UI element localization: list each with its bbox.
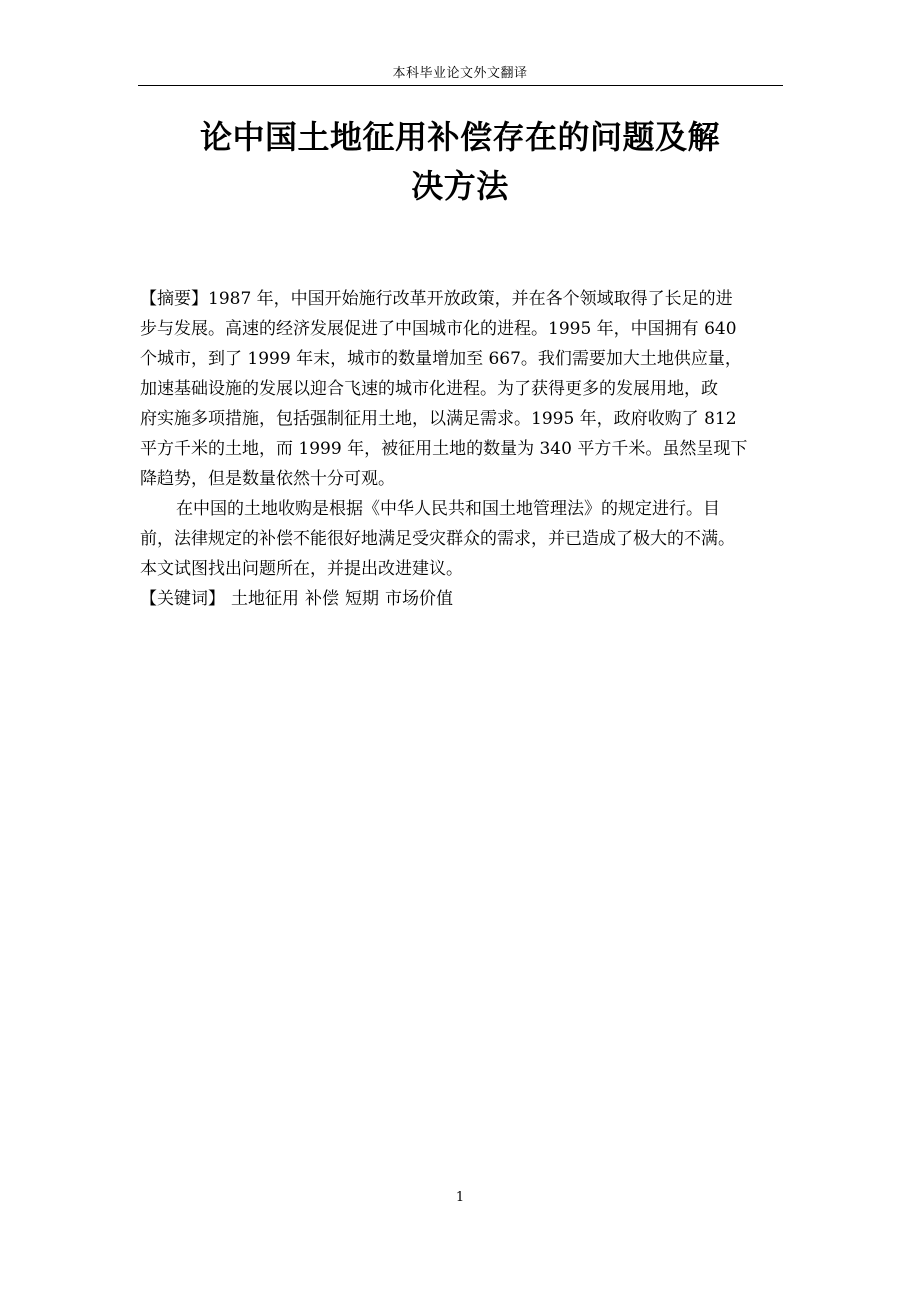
keyword-item: 土地征用 <box>231 589 299 609</box>
keyword-item: 市场价值 <box>385 589 453 609</box>
body-line: 前，法律规定的补偿不能很好地满足受灾群众的需求，并已造成了极大的不满。 <box>140 529 735 549</box>
abstract-paragraph <box>140 284 780 494</box>
keywords-label: 【关键词】 <box>140 589 225 609</box>
abstract-line: 府实施多项措施，包括强制征用土地，以满足需求。1995 年，政府收购了 812 <box>140 409 737 429</box>
abstract-line: 平方千米的土地，而 1999 年，被征用土地的数量为 340 平方千米。虽然呈现下 <box>140 439 748 459</box>
page-number: 1 <box>455 1190 465 1205</box>
abstract-line: 个城市，到了 1999 年末，城市的数量增加至 667。我们需要加大土地供应量， <box>140 349 742 369</box>
keyword-item: 补偿 <box>305 589 339 609</box>
title-line-2: 决方法 <box>411 167 509 205</box>
body-line: 本文试图找出问题所在，并提出改进建议。 <box>140 559 463 579</box>
body-paragraph <box>140 494 780 584</box>
abstract-line: 加速基础设施的发展以迎合飞速的城市化进程。为了获得更多的发展用地，政 <box>140 379 718 399</box>
keywords-line <box>140 584 780 614</box>
abstract-line: 【摘要】1987 年，中国开始施行改革开放政策，并在各个领域取得了长足的进 <box>140 289 733 309</box>
body-line: 在中国的土地收购是根据《中华人民共和国土地管理法》的规定进行。目 <box>176 499 720 519</box>
body-text <box>140 284 780 614</box>
keyword-item: 短期 <box>345 589 379 609</box>
abstract-line: 步与发展。高速的经济发展促进了中国城市化的进程。1995 年，中国拥有 640 <box>140 319 737 339</box>
document-title <box>140 113 780 211</box>
running-header: 本科毕业论文外文翻译 <box>392 66 528 81</box>
title-line-1: 论中国土地征用补偿存在的问题及解 <box>199 118 720 156</box>
abstract-line: 降趋势，但是数量依然十分可观。 <box>140 469 395 489</box>
header-rule <box>138 85 783 86</box>
